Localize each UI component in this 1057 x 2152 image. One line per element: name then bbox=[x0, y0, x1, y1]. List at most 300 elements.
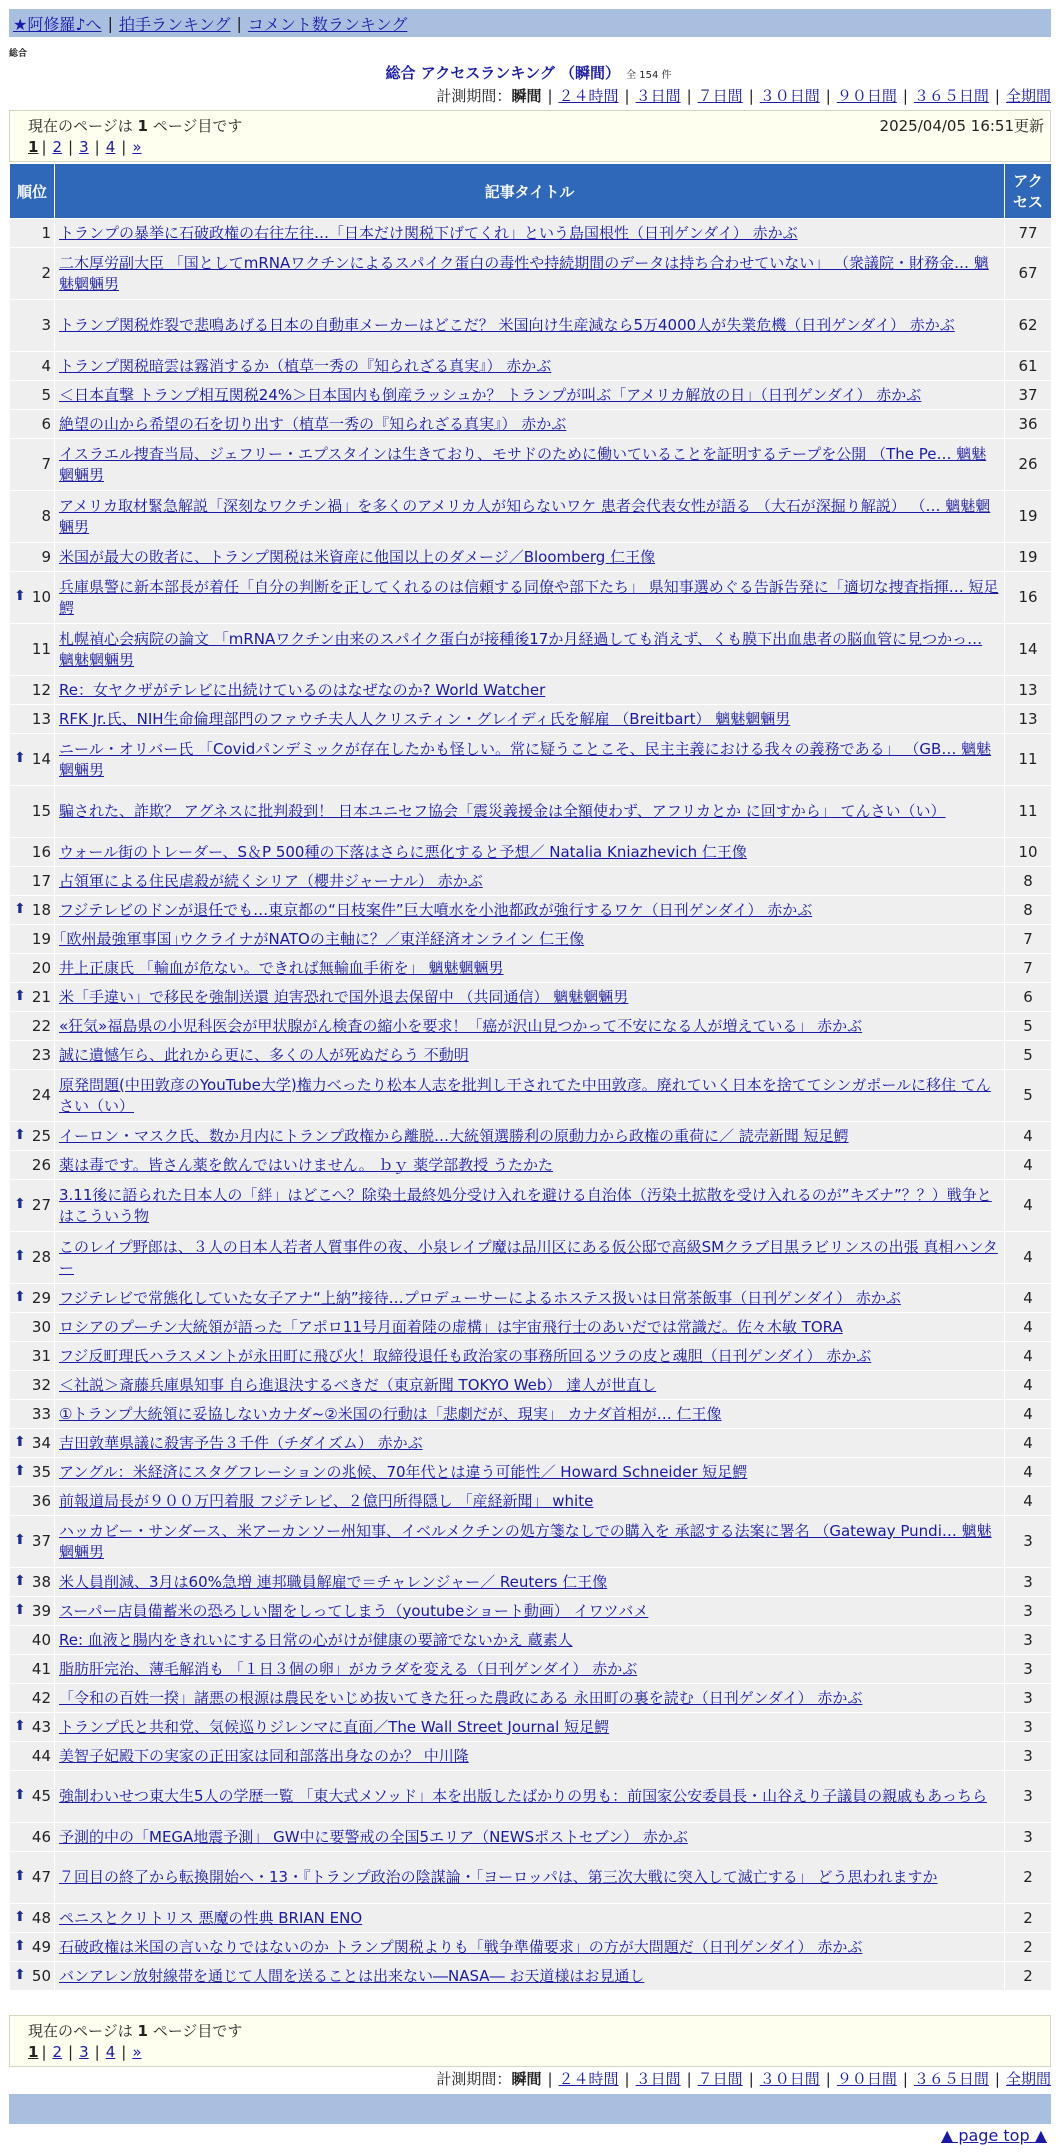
access-count: 3 bbox=[1005, 1655, 1052, 1684]
title-cell bbox=[55, 1962, 1005, 1991]
up-arrow-icon: ⬆ bbox=[14, 588, 26, 604]
period-link[interactable]: ７日間 bbox=[697, 87, 743, 105]
article-title-link[interactable]: 吉田敦華県議に殺害予告３千件（チダイズム） 赤かぶ bbox=[59, 1433, 423, 1452]
table-row bbox=[10, 1429, 1052, 1458]
table-row bbox=[10, 1070, 1052, 1122]
table-row bbox=[10, 300, 1052, 352]
rank-number: 45 bbox=[31, 1787, 51, 1805]
article-title-link[interactable]: ニール・オリバー氏 「Covidパンデミックが存在したかも怪しい。常に疑うことこそ、民主主義における我々の義務である」 （GB… 魑魅魍魎男 bbox=[59, 739, 992, 779]
article-title-link[interactable]: トランプ氏と共和党、気候巡りジレンマに直面／The Wall Street Journal 短足鰐 bbox=[59, 1717, 610, 1736]
rank-cell bbox=[10, 1342, 55, 1371]
table-row bbox=[10, 1823, 1052, 1852]
access-count: 61 bbox=[1005, 352, 1052, 381]
title-cell bbox=[55, 1122, 1005, 1151]
article-title-link[interactable]: 原発問題(中田敦彦のYouTube大学)権力べったり松本人志を批判し干されてた中田敦彦。廃れていく日本を捨ててシンガポールに移住 てんさい（い） bbox=[59, 1075, 991, 1115]
article-title-link[interactable]: 強制わいせつ東大生5人の学歴一覧 「東大式メソッド」本を出版したばかりの男も：前国家公安委員長・山谷えり子議員の親戚もあっちら bbox=[59, 1787, 987, 1805]
access-count: 3 bbox=[1005, 1771, 1052, 1823]
rank-cell bbox=[10, 983, 55, 1012]
access-count: 4 bbox=[1005, 1458, 1052, 1487]
title-cell bbox=[55, 1458, 1005, 1487]
rank-cell bbox=[10, 572, 55, 624]
period-selector-top bbox=[436, 85, 1051, 106]
article-title-link[interactable]: ウォール街のトレーダー、S＆P 500種の下落はさらに悪化すると予想／ Natalia Kniazhevich 仁王像 bbox=[59, 842, 747, 861]
pager-separator: | bbox=[94, 138, 100, 156]
period-separator: | bbox=[825, 2070, 831, 2088]
article-title-link[interactable]: 兵庫県警に新本部長が着任「自分の判断を正してくれるのは信頼する同僚や部下たち」 県知事選めぐる告訴告発に「適切な捜査指揮… 短足鰐 bbox=[59, 577, 999, 617]
rank-cell bbox=[10, 1122, 55, 1151]
table-row bbox=[10, 1371, 1052, 1400]
rank-number: 21 bbox=[31, 987, 51, 1006]
period-selector-bottom bbox=[436, 2068, 1051, 2089]
top-nav-bar bbox=[9, 9, 1051, 37]
title-cell bbox=[55, 705, 1005, 734]
table-row bbox=[10, 867, 1052, 896]
title-cell bbox=[55, 1516, 1005, 1568]
access-count: 16 bbox=[1005, 572, 1052, 624]
article-title-link[interactable]: アメリカ取材緊急解説「深刻なワクチン禍」を多くのアメリカ人が知らないワケ 患者会代表女性が語る （大石が深掘り解説） （… 魑魅魍魎男 bbox=[59, 496, 991, 536]
access-count: 77 bbox=[1005, 219, 1052, 248]
up-arrow-icon: ⬆ bbox=[14, 1601, 26, 1618]
table-row bbox=[10, 1904, 1052, 1933]
table-row bbox=[10, 543, 1052, 572]
access-count: 13 bbox=[1005, 705, 1052, 734]
table-row bbox=[10, 1232, 1052, 1284]
article-title-link[interactable]: フジテレビで常態化していた女子アナ“上納”接待…プロデューサーによるホステス扱いは日常茶飯事（日刊ゲンダイ） 赤かぶ bbox=[59, 1288, 901, 1307]
access-count: 4 bbox=[1005, 1232, 1052, 1284]
table-row bbox=[10, 1180, 1052, 1232]
up-arrow-icon: ⬆ bbox=[14, 1462, 26, 1479]
up-arrow-icon: ⬆ bbox=[14, 1966, 26, 1983]
table-row bbox=[10, 1487, 1052, 1516]
rank-number: 3 bbox=[41, 316, 51, 334]
rank-cell bbox=[10, 439, 55, 491]
article-title-link[interactable]: ハッカビー・サンダース、米アーカンソー州知事、イベルメクチンの処方箋なしでの購入を 承認する法案に署名 （Gateway Pundi… 魑魅魍魎男 bbox=[59, 1521, 992, 1561]
article-title-link[interactable]: このレイプ野郎は、３人の日本人若者人質事件の夜、小泉レイプ魔は品川区にある仮公邸で高級SMクラブ目黒ラビリンスの出張 真相ハンター bbox=[59, 1237, 998, 1277]
table-row bbox=[10, 983, 1052, 1012]
pager-next[interactable]: » bbox=[132, 138, 142, 156]
rank-cell bbox=[10, 838, 55, 867]
title-cell bbox=[55, 1626, 1005, 1655]
article-title-link[interactable]: «狂気»福島県の小児科医会が甲状腺がん検査の縮小を要求！「癌が沢山見つかって不安になる人が増えている」 赤かぶ bbox=[59, 1016, 863, 1035]
pager-link[interactable]: 4 bbox=[105, 138, 116, 156]
rank-number: 13 bbox=[31, 709, 51, 728]
article-title-link[interactable]: 占領軍による住民虐殺が続くシリア（櫻井ジャーナル） 赤かぶ bbox=[59, 871, 483, 890]
table-row bbox=[10, 1684, 1052, 1713]
rank-number: 5 bbox=[41, 385, 51, 404]
rank-number: 2 bbox=[41, 264, 51, 282]
article-title-link[interactable]: 脂肪肝完治、薄毛解消も 「１日３個の卵」がカラダを変える（日刊ゲンダイ） 赤かぶ bbox=[59, 1659, 638, 1678]
period-link[interactable]: ３日間 bbox=[635, 2070, 681, 2088]
rank-header: 順位 bbox=[10, 164, 55, 219]
title-cell bbox=[55, 1487, 1005, 1516]
applause-ranking-link[interactable]: 拍手ランキング bbox=[118, 14, 231, 34]
article-title-link[interactable]: 井上正康氏 「輸血が危ない。できれば無輸血手術を」 魑魅魍魎男 bbox=[59, 958, 504, 977]
up-arrow-icon: ⬆ bbox=[14, 1937, 26, 1954]
article-title-link[interactable]: ペニスとクリトリス 悪魔の性典 BRIAN ENO bbox=[59, 1908, 363, 1927]
rank-number: 44 bbox=[31, 1746, 51, 1765]
title-cell bbox=[55, 352, 1005, 381]
rank-number: 46 bbox=[31, 1827, 51, 1846]
table-row bbox=[10, 1400, 1052, 1429]
period-link[interactable]: ９０日間 bbox=[836, 2070, 897, 2088]
page-prefix: 現在のページは bbox=[28, 2022, 133, 2040]
article-title-link[interactable]: 誠に遺憾乍ら、此れから更に、多くの人が死ぬだらう 不動明 bbox=[59, 1045, 469, 1064]
rank-number: 33 bbox=[31, 1404, 51, 1423]
title-cell bbox=[55, 410, 1005, 439]
title-cell bbox=[55, 1933, 1005, 1962]
table-row bbox=[10, 381, 1052, 410]
access-header: アクセス bbox=[1005, 164, 1052, 219]
title-cell bbox=[55, 786, 1005, 838]
rank-cell bbox=[10, 1180, 55, 1232]
rank-number: 14 bbox=[31, 750, 51, 768]
period-link[interactable]: 全期間 bbox=[1005, 2070, 1051, 2088]
article-title-link[interactable]: 騙された、詐欺？ アグネスに批判殺到！ 日本ユニセフ協会「震災義援金は全額使わず、アフリカとか に回すから」 てんさい（い） bbox=[59, 802, 946, 820]
article-title-link[interactable]: アングル：米経済にスタグフレーションの兆候、70年代とは違う可能性／ Howard Schneider 短足鰐 bbox=[59, 1462, 748, 1481]
access-count: 4 bbox=[1005, 1180, 1052, 1232]
article-title-link[interactable]: ①トランプ大統領に妥協しないカナダ~②米国の行動は「悲劇だが、現実」 カナダ首相が… 仁王像 bbox=[59, 1404, 722, 1423]
access-count: 4 bbox=[1005, 1429, 1052, 1458]
category-label: 総合 bbox=[9, 49, 28, 59]
article-title-link[interactable]: Re：女ヤクザがテレビに出続けているのはなぜなのか? World Watcher bbox=[59, 680, 546, 699]
title-cell bbox=[55, 1342, 1005, 1371]
period-separator: | bbox=[624, 2070, 630, 2088]
article-title-link[interactable]: フジテレビのドンが退任でも…東京都の“日枝案件”巨大噴水を小池都政が強行するワケ（日刊ゲンダイ） 赤かぶ bbox=[59, 900, 813, 919]
article-title-link[interactable]: ７回目の終了から転換開始へ・13・『トランプ政治の陰謀論・「ヨーロッパは、第三次大戦に突入して滅亡する」 どう思われますか bbox=[59, 1868, 938, 1886]
access-count: 36 bbox=[1005, 410, 1052, 439]
table-row bbox=[10, 352, 1052, 381]
table-row bbox=[10, 1342, 1052, 1371]
updated-time: 2025/04/05 16:51更新 bbox=[879, 117, 1044, 135]
article-title-link[interactable]: イーロン・マスク氏、数か月内にトランプ政権から離脱…大統領選勝利の原動力から政権の重荷に／ 読売新聞 短足鰐 bbox=[59, 1126, 849, 1145]
table-row bbox=[10, 1962, 1052, 1991]
rank-cell bbox=[10, 1568, 55, 1597]
title-cell bbox=[55, 1429, 1005, 1458]
access-count: 4 bbox=[1005, 1122, 1052, 1151]
ranking-table bbox=[9, 163, 1052, 1991]
title-cell bbox=[55, 1904, 1005, 1933]
access-count: 4 bbox=[1005, 1342, 1052, 1371]
period-separator: | bbox=[547, 87, 553, 105]
article-title-link[interactable]: ＜日本直撃 トランプ相互関税24%＞日本国内も倒産ラッシュか？ トランプが叫ぶ「アメリカ解放の日」（日刊ゲンダイ） 赤かぶ bbox=[59, 385, 922, 404]
article-title-link[interactable]: 「令和の百姓一揆」諸悪の根源は農民をいじめ抜いてきた狂った農政にある 永田町の裏を読む（日刊ゲンダイ） 赤かぶ bbox=[59, 1688, 863, 1707]
rank-cell bbox=[10, 410, 55, 439]
pager-next[interactable]: » bbox=[132, 2043, 142, 2061]
table-row bbox=[10, 954, 1052, 983]
title-cell bbox=[55, 867, 1005, 896]
rank-number: 27 bbox=[31, 1196, 51, 1214]
title-cell bbox=[55, 1568, 1005, 1597]
rank-number: 37 bbox=[31, 1532, 51, 1550]
article-title-link[interactable]: フジ反町理氏ハラスメントが永田町に飛び火！取締役退任も政治家の事務所回るツラの皮と魂胆（日刊ゲンダイ） 赤かぶ bbox=[59, 1346, 872, 1365]
title-cell bbox=[55, 1232, 1005, 1284]
period-link[interactable]: ３６５日間 bbox=[913, 87, 989, 105]
pager-separator: | bbox=[68, 2043, 74, 2061]
article-title-link[interactable]: 予測的中の「MEGA地震予測」 GW中に要警戒の全国5エリア（NEWSポストセブン） 赤かぶ bbox=[59, 1827, 688, 1846]
rank-number: 36 bbox=[31, 1491, 51, 1510]
rank-number: 8 bbox=[41, 507, 51, 525]
rank-number: 39 bbox=[31, 1601, 51, 1620]
table-row bbox=[10, 925, 1052, 954]
access-count: 4 bbox=[1005, 1371, 1052, 1400]
pager-link[interactable]: 3 bbox=[79, 138, 89, 156]
rank-number: 23 bbox=[31, 1045, 51, 1064]
period-separator: | bbox=[994, 87, 1000, 105]
access-count: 2 bbox=[1005, 1904, 1052, 1933]
access-count: 3 bbox=[1005, 1713, 1052, 1742]
page-title-block bbox=[0, 62, 1057, 83]
article-title-link[interactable]: スーパー店員備蓄米の恐ろしい闇をしってしまう（youtubeショート動画） イワツバメ bbox=[59, 1601, 649, 1620]
access-count: 5 bbox=[1005, 1041, 1052, 1070]
title-cell bbox=[55, 1041, 1005, 1070]
rank-number: 10 bbox=[31, 588, 51, 606]
access-count: 4 bbox=[1005, 1284, 1052, 1313]
article-title-link[interactable]: バンアレン放射線帯を通じて人間を送ることは出来ない―NASA― お天道様はお見通し bbox=[59, 1966, 645, 1985]
title-cell bbox=[55, 439, 1005, 491]
rank-number: 28 bbox=[31, 1248, 51, 1266]
rank-number: 15 bbox=[31, 802, 51, 820]
title-cell bbox=[55, 983, 1005, 1012]
table-row bbox=[10, 1313, 1052, 1342]
rank-number: 26 bbox=[31, 1155, 51, 1174]
up-arrow-icon: ⬆ bbox=[14, 1532, 26, 1548]
article-title-link[interactable]: RFK Jr.氏、NIH生命倫理部門のファウチ夫人人クリスティン・グレイディ氏を解雇 （Breitbart） 魑魅魍魎男 bbox=[59, 709, 791, 728]
period-link[interactable]: ７日間 bbox=[697, 2070, 743, 2088]
rank-cell bbox=[10, 248, 55, 300]
rank-number: 17 bbox=[31, 871, 51, 890]
pager-link[interactable]: 2 bbox=[52, 138, 63, 156]
rank-cell bbox=[10, 1597, 55, 1626]
rank-cell bbox=[10, 1655, 55, 1684]
table-row bbox=[10, 1516, 1052, 1568]
rank-number: 32 bbox=[31, 1375, 51, 1394]
rank-cell bbox=[10, 734, 55, 786]
rank-cell bbox=[10, 624, 55, 676]
access-count: 37 bbox=[1005, 381, 1052, 410]
access-count: 67 bbox=[1005, 248, 1052, 300]
table-row bbox=[10, 705, 1052, 734]
rank-number: 7 bbox=[41, 455, 51, 473]
rank-number: 43 bbox=[31, 1717, 51, 1736]
period-separator: | bbox=[825, 87, 831, 105]
title-cell bbox=[55, 248, 1005, 300]
pager-link[interactable]: 2 bbox=[52, 2043, 63, 2061]
title-cell bbox=[55, 1400, 1005, 1429]
access-count: 5 bbox=[1005, 1070, 1052, 1122]
up-arrow-icon: ⬆ bbox=[14, 750, 26, 766]
title-cell bbox=[55, 300, 1005, 352]
title-cell bbox=[55, 1284, 1005, 1313]
comment-ranking-link[interactable]: コメント数ランキング bbox=[247, 14, 408, 34]
title-cell bbox=[55, 381, 1005, 410]
article-title-link[interactable]: 米「手違い」で移民を強制送還 迫害恐れで国外退去保留中 （共同通信） 魑魅魍魎男 bbox=[59, 987, 629, 1006]
title-cell bbox=[55, 1684, 1005, 1713]
rank-cell bbox=[10, 1012, 55, 1041]
nav-separator: | bbox=[107, 13, 113, 33]
title-cell bbox=[55, 896, 1005, 925]
article-title-link[interactable]: Re: 血液と腸内をきれいにする日常の心がけが健康の要諦でないかえ 蔵素人 bbox=[59, 1630, 573, 1649]
pager-link[interactable]: 4 bbox=[105, 2043, 116, 2061]
current-page-text bbox=[28, 115, 242, 136]
page-info-bottom bbox=[9, 2015, 1051, 2067]
article-title-link[interactable]: 二木厚労副大臣 「国としてmRNAワクチンによるスパイク蛋白の毒性や持続期間のデータは持ち合わせていない」 （衆議院・財務金… 魑魅魍魎男 bbox=[59, 253, 989, 293]
page-number: 1 bbox=[137, 117, 148, 135]
rank-cell bbox=[10, 867, 55, 896]
table-row bbox=[10, 676, 1052, 705]
period-separator: | bbox=[547, 2070, 553, 2088]
article-title-link[interactable]: ロシアのプーチン大統領が語った「アポロ11号月面着陸の虚構」は宇宙飛行士のあいだでは常識だ。佐々木敏 TORA bbox=[59, 1317, 843, 1336]
rank-cell bbox=[10, 219, 55, 248]
up-arrow-icon: ⬆ bbox=[14, 1787, 26, 1803]
access-count: 3 bbox=[1005, 1742, 1052, 1771]
rank-number: 22 bbox=[31, 1016, 51, 1035]
table-row bbox=[10, 1713, 1052, 1742]
rank-number: 9 bbox=[41, 547, 51, 566]
page-top-link[interactable]: ▲ page top ▲ bbox=[940, 2126, 1047, 2145]
title-cell bbox=[55, 734, 1005, 786]
table-row bbox=[10, 1933, 1052, 1962]
period-link[interactable]: ３日間 bbox=[635, 87, 681, 105]
rank-number: 49 bbox=[31, 1937, 51, 1956]
page-number: 1 bbox=[137, 2022, 148, 2040]
rank-cell bbox=[10, 1823, 55, 1852]
nav-separator: | bbox=[236, 13, 242, 33]
rank-number: 50 bbox=[31, 1966, 51, 1985]
rank-number: 24 bbox=[31, 1086, 51, 1104]
up-arrow-icon: ⬆ bbox=[14, 1196, 26, 1212]
rank-cell bbox=[10, 1371, 55, 1400]
up-arrow-icon: ⬆ bbox=[14, 1717, 26, 1734]
rank-number: 12 bbox=[31, 680, 51, 699]
up-arrow-icon: ⬆ bbox=[14, 1433, 26, 1450]
rank-number: 42 bbox=[31, 1688, 51, 1707]
rank-number: 29 bbox=[31, 1288, 51, 1307]
article-title-link[interactable]: 絶望の山から希望の石を切り出す（植草一秀の『知られざる真実』） 赤かぶ bbox=[59, 414, 567, 433]
bottom-bar bbox=[9, 2094, 1051, 2124]
table-row bbox=[10, 1655, 1052, 1684]
rank-cell bbox=[10, 705, 55, 734]
rank-number: 48 bbox=[31, 1908, 51, 1927]
rank-number: 4 bbox=[41, 356, 51, 375]
article-title-link[interactable]: トランプ関税炸裂で悲鳴あげる日本の自動車メーカーはどこだ？ 米国向け生産減なら5万4000人が失業危機（日刊ゲンダイ） 赤かぶ bbox=[59, 316, 955, 334]
table-header-row bbox=[10, 164, 1052, 219]
article-title-link[interactable]: 米国が最大の敗者に、トランプ関税は米資産に他国以上のダメージ／Bloomberg 仁王像 bbox=[59, 547, 656, 566]
table-row bbox=[10, 896, 1052, 925]
rank-number: 31 bbox=[31, 1346, 51, 1365]
article-title-link[interactable]: 札幌禎心会病院の論文 「mRNAワクチン由来のスパイク蛋白が接種後17か月経過しても消えず、くも膜下出血患者の脳血管に見つかっ… 魑魅魍魎男 bbox=[59, 629, 983, 669]
access-count: 13 bbox=[1005, 676, 1052, 705]
period-link[interactable]: ３０日間 bbox=[759, 2070, 820, 2088]
period-link[interactable]: ９０日間 bbox=[836, 87, 897, 105]
title-cell bbox=[55, 1012, 1005, 1041]
rank-number: 18 bbox=[31, 900, 51, 919]
rank-cell bbox=[10, 381, 55, 410]
access-count: 3 bbox=[1005, 1626, 1052, 1655]
rank-cell bbox=[10, 1933, 55, 1962]
period-link[interactable]: ３０日間 bbox=[759, 87, 820, 105]
rank-cell bbox=[10, 1313, 55, 1342]
title-cell bbox=[55, 1070, 1005, 1122]
period-separator: | bbox=[624, 87, 630, 105]
article-title-link[interactable]: トランプ関税暗雲は霧消するか（植草一秀の『知られざる真実』） 赤かぶ bbox=[59, 356, 552, 375]
rank-cell bbox=[10, 676, 55, 705]
title-header: 記事タイトル bbox=[55, 164, 1005, 219]
table-row bbox=[10, 248, 1052, 300]
up-arrow-icon: ⬆ bbox=[14, 1126, 26, 1143]
access-count: 3 bbox=[1005, 1823, 1052, 1852]
pager-separator: | bbox=[94, 2043, 100, 2061]
access-count: 6 bbox=[1005, 983, 1052, 1012]
article-title-link[interactable]: トランプの暴挙に石破政権の右往左往…「日本だけ関税下げてくれ」という島国根性（日刊ゲンダイ） 赤かぶ bbox=[59, 223, 798, 242]
period-link[interactable]: 全期間 bbox=[1005, 87, 1051, 105]
article-title-link[interactable]: 前報道局長が９００万円着服 フジテレビ、２億円所得隠し 「産経新聞」 white bbox=[59, 1491, 594, 1510]
title-cell bbox=[55, 572, 1005, 624]
rank-number: 25 bbox=[31, 1126, 51, 1145]
pager-separator: | bbox=[68, 138, 74, 156]
table-row bbox=[10, 1151, 1052, 1180]
access-count: 7 bbox=[1005, 925, 1052, 954]
period-link[interactable]: ３６５日間 bbox=[913, 2070, 989, 2088]
period-link[interactable]: ２４時間 bbox=[558, 87, 619, 105]
access-count: 11 bbox=[1005, 734, 1052, 786]
period-link[interactable]: ２４時間 bbox=[558, 2070, 619, 2088]
item-count: 全 154 件 bbox=[626, 70, 672, 81]
period-separator: | bbox=[902, 2070, 908, 2088]
up-arrow-icon: ⬆ bbox=[14, 1288, 26, 1305]
home-link[interactable]: ★阿修羅♪へ bbox=[13, 14, 102, 34]
period-current: 瞬間 bbox=[511, 87, 542, 105]
rank-cell bbox=[10, 1232, 55, 1284]
title-cell bbox=[55, 1180, 1005, 1232]
article-title-link[interactable]: ＜社説＞斎藤兵庫県知事 自ら進退決するべきだ（東京新聞 TOKYO Web） 達人が世直し bbox=[59, 1375, 657, 1394]
period-label: 計測期間： bbox=[436, 2070, 512, 2088]
article-title-link[interactable]: 薬は毒です。皆さん薬を飲んではいけません。 ｂｙ 薬学部教授 うたかた bbox=[59, 1155, 554, 1174]
page-suffix: ページ目です bbox=[152, 2022, 243, 2040]
pager bbox=[28, 138, 145, 156]
table-row bbox=[10, 572, 1052, 624]
title-cell bbox=[55, 1151, 1005, 1180]
pager-separator: | bbox=[121, 2043, 127, 2061]
rank-cell bbox=[10, 896, 55, 925]
rank-cell bbox=[10, 352, 55, 381]
access-count: 8 bbox=[1005, 867, 1052, 896]
pager-link[interactable]: 3 bbox=[79, 2043, 89, 2061]
rank-cell bbox=[10, 1429, 55, 1458]
table-row bbox=[10, 734, 1052, 786]
rank-cell bbox=[10, 1151, 55, 1180]
title-cell bbox=[55, 1313, 1005, 1342]
article-title-link[interactable]: 石破政権は米国の言いなりではないのか トランプ関税よりも「戦争準備要求」の方が大問題だ（日刊ゲンダイ） 赤かぶ bbox=[59, 1937, 863, 1956]
rank-number: 20 bbox=[31, 958, 51, 977]
access-count: 3 bbox=[1005, 1684, 1052, 1713]
access-count: 14 bbox=[1005, 624, 1052, 676]
title-cell bbox=[55, 1823, 1005, 1852]
article-title-link[interactable]: 美智子妃殿下の実家の正田家は同和部落出身なのか？ 中川隆 bbox=[59, 1746, 469, 1765]
article-title-link[interactable]: 3.11後に語られた日本人の「絆」はどこへ？除染土最終処分受け入れを避ける自治体（汚染土拡散を受け入れるのが”キズナ”？？）戦争とはこういう物 bbox=[59, 1185, 992, 1225]
article-title-link[interactable]: ｢欧州最強軍事国｣ウクライナがNATOの主軸に？／東洋経済オンライン 仁王像 bbox=[59, 929, 585, 948]
title-cell bbox=[55, 1771, 1005, 1823]
title-cell bbox=[55, 838, 1005, 867]
period-separator: | bbox=[686, 2070, 692, 2088]
table-row bbox=[10, 1626, 1052, 1655]
access-count: 4 bbox=[1005, 1487, 1052, 1516]
table-row bbox=[10, 624, 1052, 676]
article-title-link[interactable]: イスラエル捜査当局、ジェフリー・エプスタインは生きており、モサドのために働いていることを証明するテープを公開 （The Pe… 魑魅魍魎男 bbox=[59, 444, 987, 484]
rank-number: 16 bbox=[31, 842, 51, 861]
rank-cell bbox=[10, 1041, 55, 1070]
rank-cell bbox=[10, 1070, 55, 1122]
article-title-link[interactable]: 米人員削減、3月は60%急増 連邦職員解雇で＝チャレンジャー／ Reuters 仁王像 bbox=[59, 1572, 608, 1591]
